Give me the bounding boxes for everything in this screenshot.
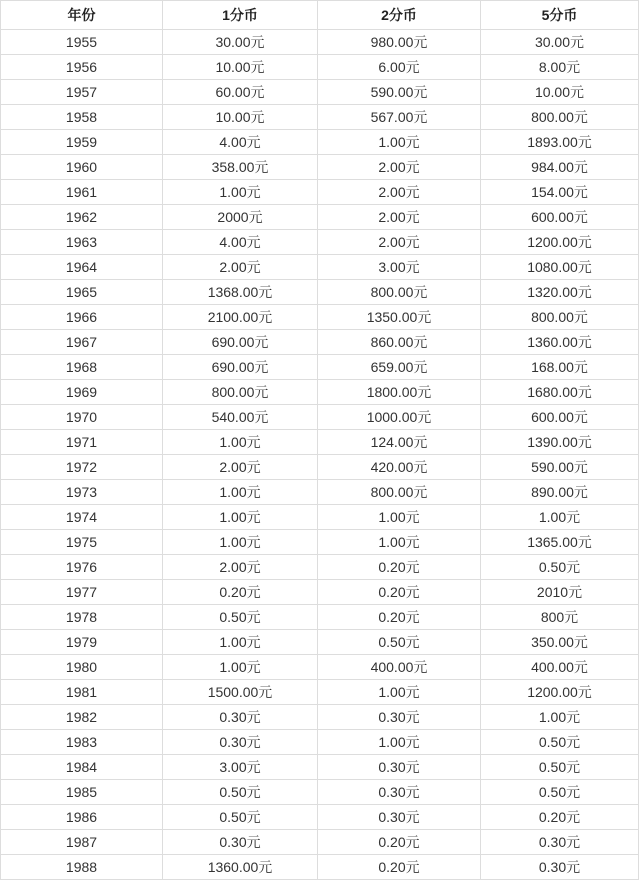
two-fen-price-cell: 0.20元 — [318, 855, 481, 880]
one-fen-price-cell: 0.50元 — [163, 780, 318, 805]
header-5-fen-coin: 5分币 — [481, 1, 639, 30]
table-row — [1, 530, 639, 555]
two-fen-price-cell: 0.30元 — [318, 705, 481, 730]
five-fen-price-cell: 1200.00元 — [481, 680, 639, 705]
year-cell: 1962 — [1, 205, 163, 230]
table-row — [1, 230, 639, 255]
year-cell: 1955 — [1, 30, 163, 55]
two-fen-price-cell: 0.20元 — [318, 830, 481, 855]
two-fen-price-cell: 124.00元 — [318, 430, 481, 455]
table-header — [1, 1, 639, 30]
two-fen-price-cell: 400.00元 — [318, 655, 481, 680]
two-fen-price-cell: 420.00元 — [318, 455, 481, 480]
one-fen-price-cell: 1.00元 — [163, 630, 318, 655]
table-row — [1, 105, 639, 130]
one-fen-price-cell: 2100.00元 — [163, 305, 318, 330]
header-1-fen-coin: 1分币 — [163, 1, 318, 30]
table-row — [1, 505, 639, 530]
two-fen-price-cell: 659.00元 — [318, 355, 481, 380]
one-fen-price-cell: 0.30元 — [163, 705, 318, 730]
one-fen-price-cell: 1.00元 — [163, 655, 318, 680]
two-fen-price-cell: 590.00元 — [318, 80, 481, 105]
five-fen-price-cell: 890.00元 — [481, 480, 639, 505]
year-cell: 1972 — [1, 455, 163, 480]
table-row — [1, 680, 639, 705]
table-row — [1, 830, 639, 855]
year-cell: 1974 — [1, 505, 163, 530]
one-fen-price-cell: 3.00元 — [163, 755, 318, 780]
two-fen-price-cell: 0.20元 — [318, 605, 481, 630]
table-row — [1, 80, 639, 105]
two-fen-price-cell: 0.30元 — [318, 780, 481, 805]
table-row — [1, 480, 639, 505]
table-row — [1, 730, 639, 755]
two-fen-price-cell: 1.00元 — [318, 530, 481, 555]
table-row — [1, 280, 639, 305]
year-cell: 1969 — [1, 380, 163, 405]
year-cell: 1988 — [1, 855, 163, 880]
five-fen-price-cell: 1200.00元 — [481, 230, 639, 255]
header-2-fen-coin: 2分币 — [318, 1, 481, 30]
year-cell: 1960 — [1, 155, 163, 180]
five-fen-price-cell: 590.00元 — [481, 455, 639, 480]
five-fen-price-cell: 1680.00元 — [481, 380, 639, 405]
one-fen-price-cell: 540.00元 — [163, 405, 318, 430]
year-cell: 1957 — [1, 80, 163, 105]
two-fen-price-cell: 2.00元 — [318, 230, 481, 255]
one-fen-price-cell: 0.30元 — [163, 830, 318, 855]
five-fen-price-cell: 600.00元 — [481, 205, 639, 230]
one-fen-price-cell: 10.00元 — [163, 105, 318, 130]
year-cell: 1984 — [1, 755, 163, 780]
two-fen-price-cell: 0.30元 — [318, 755, 481, 780]
five-fen-price-cell: 10.00元 — [481, 80, 639, 105]
two-fen-price-cell: 2.00元 — [318, 180, 481, 205]
five-fen-price-cell: 30.00元 — [481, 30, 639, 55]
year-cell: 1959 — [1, 130, 163, 155]
table-row — [1, 430, 639, 455]
one-fen-price-cell: 1360.00元 — [163, 855, 318, 880]
five-fen-price-cell: 1.00元 — [481, 705, 639, 730]
header-year: 年份 — [1, 1, 163, 30]
one-fen-price-cell: 1.00元 — [163, 505, 318, 530]
year-cell: 1976 — [1, 555, 163, 580]
year-cell: 1973 — [1, 480, 163, 505]
two-fen-price-cell: 1800.00元 — [318, 380, 481, 405]
table-row — [1, 780, 639, 805]
table-row — [1, 180, 639, 205]
table-row — [1, 330, 639, 355]
year-cell: 1971 — [1, 430, 163, 455]
table-row — [1, 305, 639, 330]
table-row — [1, 705, 639, 730]
five-fen-price-cell: 0.30元 — [481, 830, 639, 855]
table-row — [1, 205, 639, 230]
one-fen-price-cell: 0.50元 — [163, 805, 318, 830]
one-fen-price-cell: 690.00元 — [163, 330, 318, 355]
two-fen-price-cell: 800.00元 — [318, 280, 481, 305]
table-row — [1, 130, 639, 155]
five-fen-price-cell: 0.50元 — [481, 755, 639, 780]
one-fen-price-cell: 0.50元 — [163, 605, 318, 630]
one-fen-price-cell: 30.00元 — [163, 30, 318, 55]
year-cell: 1967 — [1, 330, 163, 355]
one-fen-price-cell: 2.00元 — [163, 555, 318, 580]
five-fen-price-cell: 0.20元 — [481, 805, 639, 830]
two-fen-price-cell: 2.00元 — [318, 205, 481, 230]
five-fen-price-cell: 350.00元 — [481, 630, 639, 655]
table-row — [1, 630, 639, 655]
two-fen-price-cell: 1.00元 — [318, 680, 481, 705]
two-fen-price-cell: 0.50元 — [318, 630, 481, 655]
table-row — [1, 55, 639, 80]
year-cell: 1977 — [1, 580, 163, 605]
table-row — [1, 380, 639, 405]
year-cell: 1956 — [1, 55, 163, 80]
table-row — [1, 580, 639, 605]
year-cell: 1963 — [1, 230, 163, 255]
one-fen-price-cell: 358.00元 — [163, 155, 318, 180]
five-fen-price-cell: 1360.00元 — [481, 330, 639, 355]
year-cell: 1982 — [1, 705, 163, 730]
five-fen-price-cell: 168.00元 — [481, 355, 639, 380]
two-fen-price-cell: 0.30元 — [318, 805, 481, 830]
one-fen-price-cell: 4.00元 — [163, 130, 318, 155]
two-fen-price-cell: 0.20元 — [318, 555, 481, 580]
table-row — [1, 30, 639, 55]
table-row — [1, 805, 639, 830]
one-fen-price-cell: 690.00元 — [163, 355, 318, 380]
five-fen-price-cell: 0.50元 — [481, 730, 639, 755]
year-cell: 1958 — [1, 105, 163, 130]
year-cell: 1987 — [1, 830, 163, 855]
two-fen-price-cell: 1.00元 — [318, 505, 481, 530]
year-cell: 1985 — [1, 780, 163, 805]
one-fen-price-cell: 1.00元 — [163, 530, 318, 555]
five-fen-price-cell: 984.00元 — [481, 155, 639, 180]
one-fen-price-cell: 0.30元 — [163, 730, 318, 755]
five-fen-price-cell: 0.50元 — [481, 555, 639, 580]
two-fen-price-cell: 1000.00元 — [318, 405, 481, 430]
year-cell: 1968 — [1, 355, 163, 380]
five-fen-price-cell: 2010元 — [481, 580, 639, 605]
one-fen-price-cell: 1.00元 — [163, 430, 318, 455]
one-fen-price-cell: 2000元 — [163, 205, 318, 230]
five-fen-price-cell: 1390.00元 — [481, 430, 639, 455]
five-fen-price-cell: 400.00元 — [481, 655, 639, 680]
two-fen-price-cell: 1.00元 — [318, 730, 481, 755]
year-cell: 1981 — [1, 680, 163, 705]
year-cell: 1964 — [1, 255, 163, 280]
two-fen-price-cell: 800.00元 — [318, 480, 481, 505]
one-fen-price-cell: 800.00元 — [163, 380, 318, 405]
five-fen-price-cell: 0.30元 — [481, 855, 639, 880]
year-cell: 1975 — [1, 530, 163, 555]
two-fen-price-cell: 980.00元 — [318, 30, 481, 55]
year-cell: 1966 — [1, 305, 163, 330]
year-cell: 1965 — [1, 280, 163, 305]
five-fen-price-cell: 1080.00元 — [481, 255, 639, 280]
year-cell: 1986 — [1, 805, 163, 830]
two-fen-price-cell: 2.00元 — [318, 155, 481, 180]
one-fen-price-cell: 1.00元 — [163, 180, 318, 205]
five-fen-price-cell: 800.00元 — [481, 305, 639, 330]
two-fen-price-cell: 1350.00元 — [318, 305, 481, 330]
one-fen-price-cell: 1.00元 — [163, 480, 318, 505]
two-fen-price-cell: 567.00元 — [318, 105, 481, 130]
table-row — [1, 555, 639, 580]
year-cell: 1983 — [1, 730, 163, 755]
one-fen-price-cell: 60.00元 — [163, 80, 318, 105]
year-cell: 1961 — [1, 180, 163, 205]
year-cell: 1979 — [1, 630, 163, 655]
one-fen-price-cell: 2.00元 — [163, 455, 318, 480]
one-fen-price-cell: 10.00元 — [163, 55, 318, 80]
five-fen-price-cell: 1365.00元 — [481, 530, 639, 555]
one-fen-price-cell: 4.00元 — [163, 230, 318, 255]
table-body — [1, 30, 639, 880]
one-fen-price-cell: 0.20元 — [163, 580, 318, 605]
table-row — [1, 255, 639, 280]
one-fen-price-cell: 1500.00元 — [163, 680, 318, 705]
table-row — [1, 855, 639, 880]
table-row — [1, 155, 639, 180]
two-fen-price-cell: 860.00元 — [318, 330, 481, 355]
two-fen-price-cell: 6.00元 — [318, 55, 481, 80]
header-row — [1, 1, 639, 30]
five-fen-price-cell: 1893.00元 — [481, 130, 639, 155]
five-fen-price-cell: 8.00元 — [481, 55, 639, 80]
two-fen-price-cell: 0.20元 — [318, 580, 481, 605]
five-fen-price-cell: 1.00元 — [481, 505, 639, 530]
table-row — [1, 755, 639, 780]
five-fen-price-cell: 1320.00元 — [481, 280, 639, 305]
five-fen-price-cell: 0.50元 — [481, 780, 639, 805]
five-fen-price-cell: 800元 — [481, 605, 639, 630]
year-cell: 1978 — [1, 605, 163, 630]
five-fen-price-cell: 154.00元 — [481, 180, 639, 205]
two-fen-price-cell: 1.00元 — [318, 130, 481, 155]
five-fen-price-cell: 800.00元 — [481, 105, 639, 130]
year-cell: 1970 — [1, 405, 163, 430]
table-row — [1, 605, 639, 630]
table-row — [1, 405, 639, 430]
two-fen-price-cell: 3.00元 — [318, 255, 481, 280]
table-row — [1, 455, 639, 480]
year-cell: 1980 — [1, 655, 163, 680]
five-fen-price-cell: 600.00元 — [481, 405, 639, 430]
one-fen-price-cell: 2.00元 — [163, 255, 318, 280]
one-fen-price-cell: 1368.00元 — [163, 280, 318, 305]
table-row — [1, 355, 639, 380]
table-row — [1, 655, 639, 680]
